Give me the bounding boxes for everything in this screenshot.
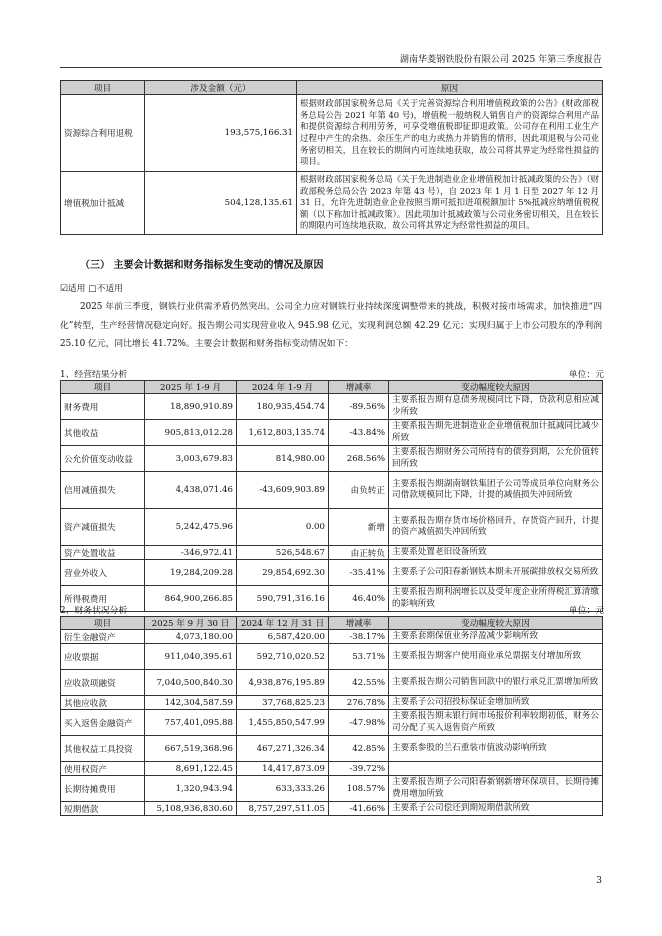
row-cause: 主要系报告期末银行间市场报价利率较期初低，财务公司分配了买入返售资产所致 — [389, 710, 603, 736]
table-row — [61, 776, 603, 802]
row-current: -346,972.41 — [145, 546, 237, 560]
row-cause: 主要系报告期存货市场价格回升，存货资产回升，计提的资产减值损失冲回所致 — [389, 509, 603, 546]
row-current: 864,900,266.85 — [145, 586, 237, 612]
row-rate: 由正转负 — [329, 546, 389, 560]
row-amount: 193,575,166.31 — [145, 95, 297, 172]
row-cause: 主要系套期保值业务浮盈减少影响所致 — [389, 630, 603, 644]
row-current: 667,519,368.96 — [145, 736, 237, 762]
row-previous: 8,757,297,511.05 — [237, 802, 329, 816]
row-item: 长期待摊费用 — [61, 776, 145, 802]
row-item: 资产减值损失 — [61, 509, 145, 546]
row-item: 其他权益工具投资 — [61, 736, 145, 762]
row-rate: 42.85% — [329, 736, 389, 762]
row-rate: 46.40% — [329, 586, 389, 612]
row-cause: 主要系报告期有息债务规模同比下降，贷款利息相应减少所致 — [389, 394, 603, 420]
row-previous: 814,980.00 — [237, 446, 329, 472]
row-item: 应收票据 — [61, 644, 145, 670]
row-cause: 主要系报告期客户使用商业承兑票据支付增加所致 — [389, 644, 603, 670]
row-cause: 主要系子公司偿还到期短期借款所致 — [389, 802, 603, 816]
col-header-cause: 变动幅度较大原因 — [389, 381, 603, 394]
row-current: 5,242,475.96 — [145, 509, 237, 546]
col-header-current: 2025 年 9 月 30 日 — [145, 617, 237, 630]
col-header-previous: 2024 年 12 月 31 日 — [237, 617, 329, 630]
row-item: 资源综合利用退税 — [61, 95, 145, 172]
row-current: 1,320,943.94 — [145, 776, 237, 802]
row-item: 信用减值损失 — [61, 472, 145, 509]
row-current: 911,040,395.61 — [145, 644, 237, 670]
row-previous: 1,455,850,547.99 — [237, 710, 329, 736]
row-rate: 276.78% — [329, 696, 389, 710]
table-row — [61, 736, 603, 762]
row-current: 4,438,071.46 — [145, 472, 237, 509]
table-row — [61, 644, 603, 670]
row-item: 公允价值变动收益 — [61, 446, 145, 472]
table-row — [61, 696, 603, 710]
row-rate: -47.98% — [329, 710, 389, 736]
row-rate: 新增 — [329, 509, 389, 546]
row-current: 5,108,936,830.60 — [145, 802, 237, 816]
row-rate: -39.72% — [329, 762, 389, 776]
col-header-cause: 变动幅度较大原因 — [389, 617, 603, 630]
row-previous: 0.00 — [237, 509, 329, 546]
operating-unit: 单位：元 — [568, 370, 604, 380]
row-cause: 主要系参股的兰石重装市值波动影响所致 — [389, 736, 603, 762]
section-title: （三） 主要会计数据和财务指标发生变动的情况及原因 — [80, 260, 324, 271]
row-item: 财务费用 — [61, 394, 145, 420]
financial-unit: 单位：元 — [568, 606, 604, 616]
col-header-rate: 增减率 — [329, 617, 389, 630]
table-row — [61, 394, 603, 420]
col-header-reason: 原因 — [297, 81, 603, 95]
row-item: 买入返售金融资产 — [61, 710, 145, 736]
row-item: 应收款项融资 — [61, 670, 145, 696]
header-rule — [60, 67, 602, 68]
row-cause: 主要系报告期利润增长以及受年度企业所得税汇算清缴的影响所致 — [389, 586, 603, 612]
row-previous: 37,768,825.23 — [237, 696, 329, 710]
table-row — [61, 172, 603, 235]
row-cause: 主要系子公司阳春新钢铁本期未开展碳排放权交易所致 — [389, 560, 603, 586]
table-row — [61, 670, 603, 696]
row-current: 4,073,180.00 — [145, 630, 237, 644]
operating-results-table — [60, 380, 603, 612]
table-row — [61, 560, 603, 586]
row-rate: 53.71% — [329, 644, 389, 670]
row-previous: 467,271,326.34 — [237, 736, 329, 762]
col-header-item: 项目 — [61, 381, 145, 394]
row-current: 18,890,910.89 — [145, 394, 237, 420]
financial-position-table — [60, 616, 603, 816]
table-row — [61, 762, 603, 776]
row-previous: -43,609,903.89 — [237, 472, 329, 509]
table-row — [61, 546, 603, 560]
summary-paragraph: 2025 年前三季度，钢铁行业供需矛盾仍然突出。公司全力应对钢铁行业持续深度调整带来的挑战，积极对接市场需求，加快推进“四化”转型，生产经营情况稳定向好。报告期公司实现营业收入 945.98 亿元，实现利润总额 42.29 亿元；实现归属于上市公司股东的净利润 25.10 亿元，同比增长 41.72%。主要会计数据和财务指标变动情况如下： — [60, 302, 602, 350]
page-number: 3 — [596, 876, 602, 886]
row-current: 3,003,679.83 — [145, 446, 237, 472]
row-amount: 504,128,135.61 — [145, 172, 297, 235]
operating-subtitle: 1、经营结果分析 — [60, 370, 128, 380]
row-reason: 根据财政部国家税务总局《关于先进制造业企业增值税加计抵减政策的公告》（财政部税务总局公告 2023 年第 43 号），自 2023 年 1 月 1 日至 2027 年 12 月 31 日，允许先进制造业企业按照当期可抵扣进项税额加计 5%抵减应纳增值税税额（以下称加计抵减政策）。因此项加计抵减政策与公司业务密切相关，且在较长的期限内可连续地获取，故公司将其界定为经常性损益的项目。 — [297, 172, 603, 235]
row-current: 7,040,500,840.30 — [145, 670, 237, 696]
table-row — [61, 802, 603, 816]
row-item: 增值税加计抵减 — [61, 172, 145, 235]
row-previous: 633,333.26 — [237, 776, 329, 802]
col-header-rate: 增减率 — [329, 381, 389, 394]
row-previous: 1,612,803,135.74 — [237, 420, 329, 446]
col-header-item: 项目 — [61, 617, 145, 630]
row-rate: -89.56% — [329, 394, 389, 420]
row-rate: -38.17% — [329, 630, 389, 644]
row-previous: 590,791,316.16 — [237, 586, 329, 612]
row-current: 905,813,012.28 — [145, 420, 237, 446]
row-current: 8,691,122.45 — [145, 762, 237, 776]
row-item: 其他应收款 — [61, 696, 145, 710]
row-previous: 592,710,020.52 — [237, 644, 329, 670]
row-reason: 根据财政部国家税务总局《关于完善资源综合利用增值税政策的公告》(财政部税务总局公告 2021 年第 40 号)，增值税一般纳税人销售自产的资源综合利用产品和提供资源综合利用劳务，可享受增值税即征即退政策。公司存在利用工业生产过程中产生的余热、余压生产的电力或热力并销售的情形，因此项退税与公司业务密切相关，且在较长的期间内可连续地获取，故公司将其界定为经常性损益的项目。 — [297, 95, 603, 172]
row-previous: 4,938,876,195.89 — [237, 670, 329, 696]
row-item: 其他收益 — [61, 420, 145, 446]
financial-subtitle: 2、财务状况分析 — [60, 606, 128, 616]
col-header-current: 2025 年 1-9 月 — [145, 381, 237, 394]
row-rate: -43.84% — [329, 420, 389, 446]
row-cause: 主要系子公司招投标保证金增加所致 — [389, 696, 603, 710]
table-row — [61, 509, 603, 546]
row-current: 757,401,095.88 — [145, 710, 237, 736]
row-item: 使用权资产 — [61, 762, 145, 776]
table-row — [61, 420, 603, 446]
row-previous: 526,548.67 — [237, 546, 329, 560]
table-row — [61, 630, 603, 644]
row-previous: 14,417,873.09 — [237, 762, 329, 776]
row-cause: 主要系报告期湖南钢铁集团子公司等成员单位向财务公司借款规模同比下降，计提的减值损失冲回所致 — [389, 472, 603, 509]
row-cause — [389, 762, 603, 776]
row-item: 营业外收入 — [61, 560, 145, 586]
row-item: 衍生金融资产 — [61, 630, 145, 644]
row-item: 短期借款 — [61, 802, 145, 816]
row-rate: -41.66% — [329, 802, 389, 816]
row-rate: 由负转正 — [329, 472, 389, 509]
col-header-item: 项目 — [61, 81, 145, 95]
row-item: 资产处置收益 — [61, 546, 145, 560]
row-cause: 主要系报告期财务公司所持有的债券到期，公允价值转回所致 — [389, 446, 603, 472]
row-rate: 268.56% — [329, 446, 389, 472]
row-current: 142,304,587.59 — [145, 696, 237, 710]
row-previous: 29,854,692.30 — [237, 560, 329, 586]
row-cause: 主要系处置老旧设备所致 — [389, 546, 603, 560]
table-row — [61, 710, 603, 736]
row-current: 19,284,209.28 — [145, 560, 237, 586]
row-rate: 42.55% — [329, 670, 389, 696]
row-rate: -35.41% — [329, 560, 389, 586]
row-previous: 180,935,454.74 — [237, 394, 329, 420]
table-row — [61, 586, 603, 612]
row-previous: 6,587,420.00 — [237, 630, 329, 644]
row-cause: 主要系报告期先进制造业企业增值税加计抵减同比减少所致 — [389, 420, 603, 446]
table-row — [61, 95, 603, 172]
row-cause: 主要系报告期公司销售回款中的银行承兑汇票增加所致 — [389, 670, 603, 696]
report-header: 湖南华菱钢铁股份有限公司 2025 年第三季度报告 — [399, 55, 602, 65]
row-cause: 主要系报告期子公司阳春新钢新增环保项目，长期待摊费用增加所致 — [389, 776, 603, 802]
table-row — [61, 472, 603, 509]
applicable-checkbox-text: ☑适用 □不适用 — [60, 284, 123, 294]
col-header-previous: 2024 年 1-9 月 — [237, 381, 329, 394]
recurring-gain-table — [60, 80, 603, 235]
row-item: 所得税费用 — [61, 586, 145, 612]
col-header-amount: 涉及金额（元） — [145, 81, 297, 95]
table-row — [61, 446, 603, 472]
row-rate: 108.57% — [329, 776, 389, 802]
